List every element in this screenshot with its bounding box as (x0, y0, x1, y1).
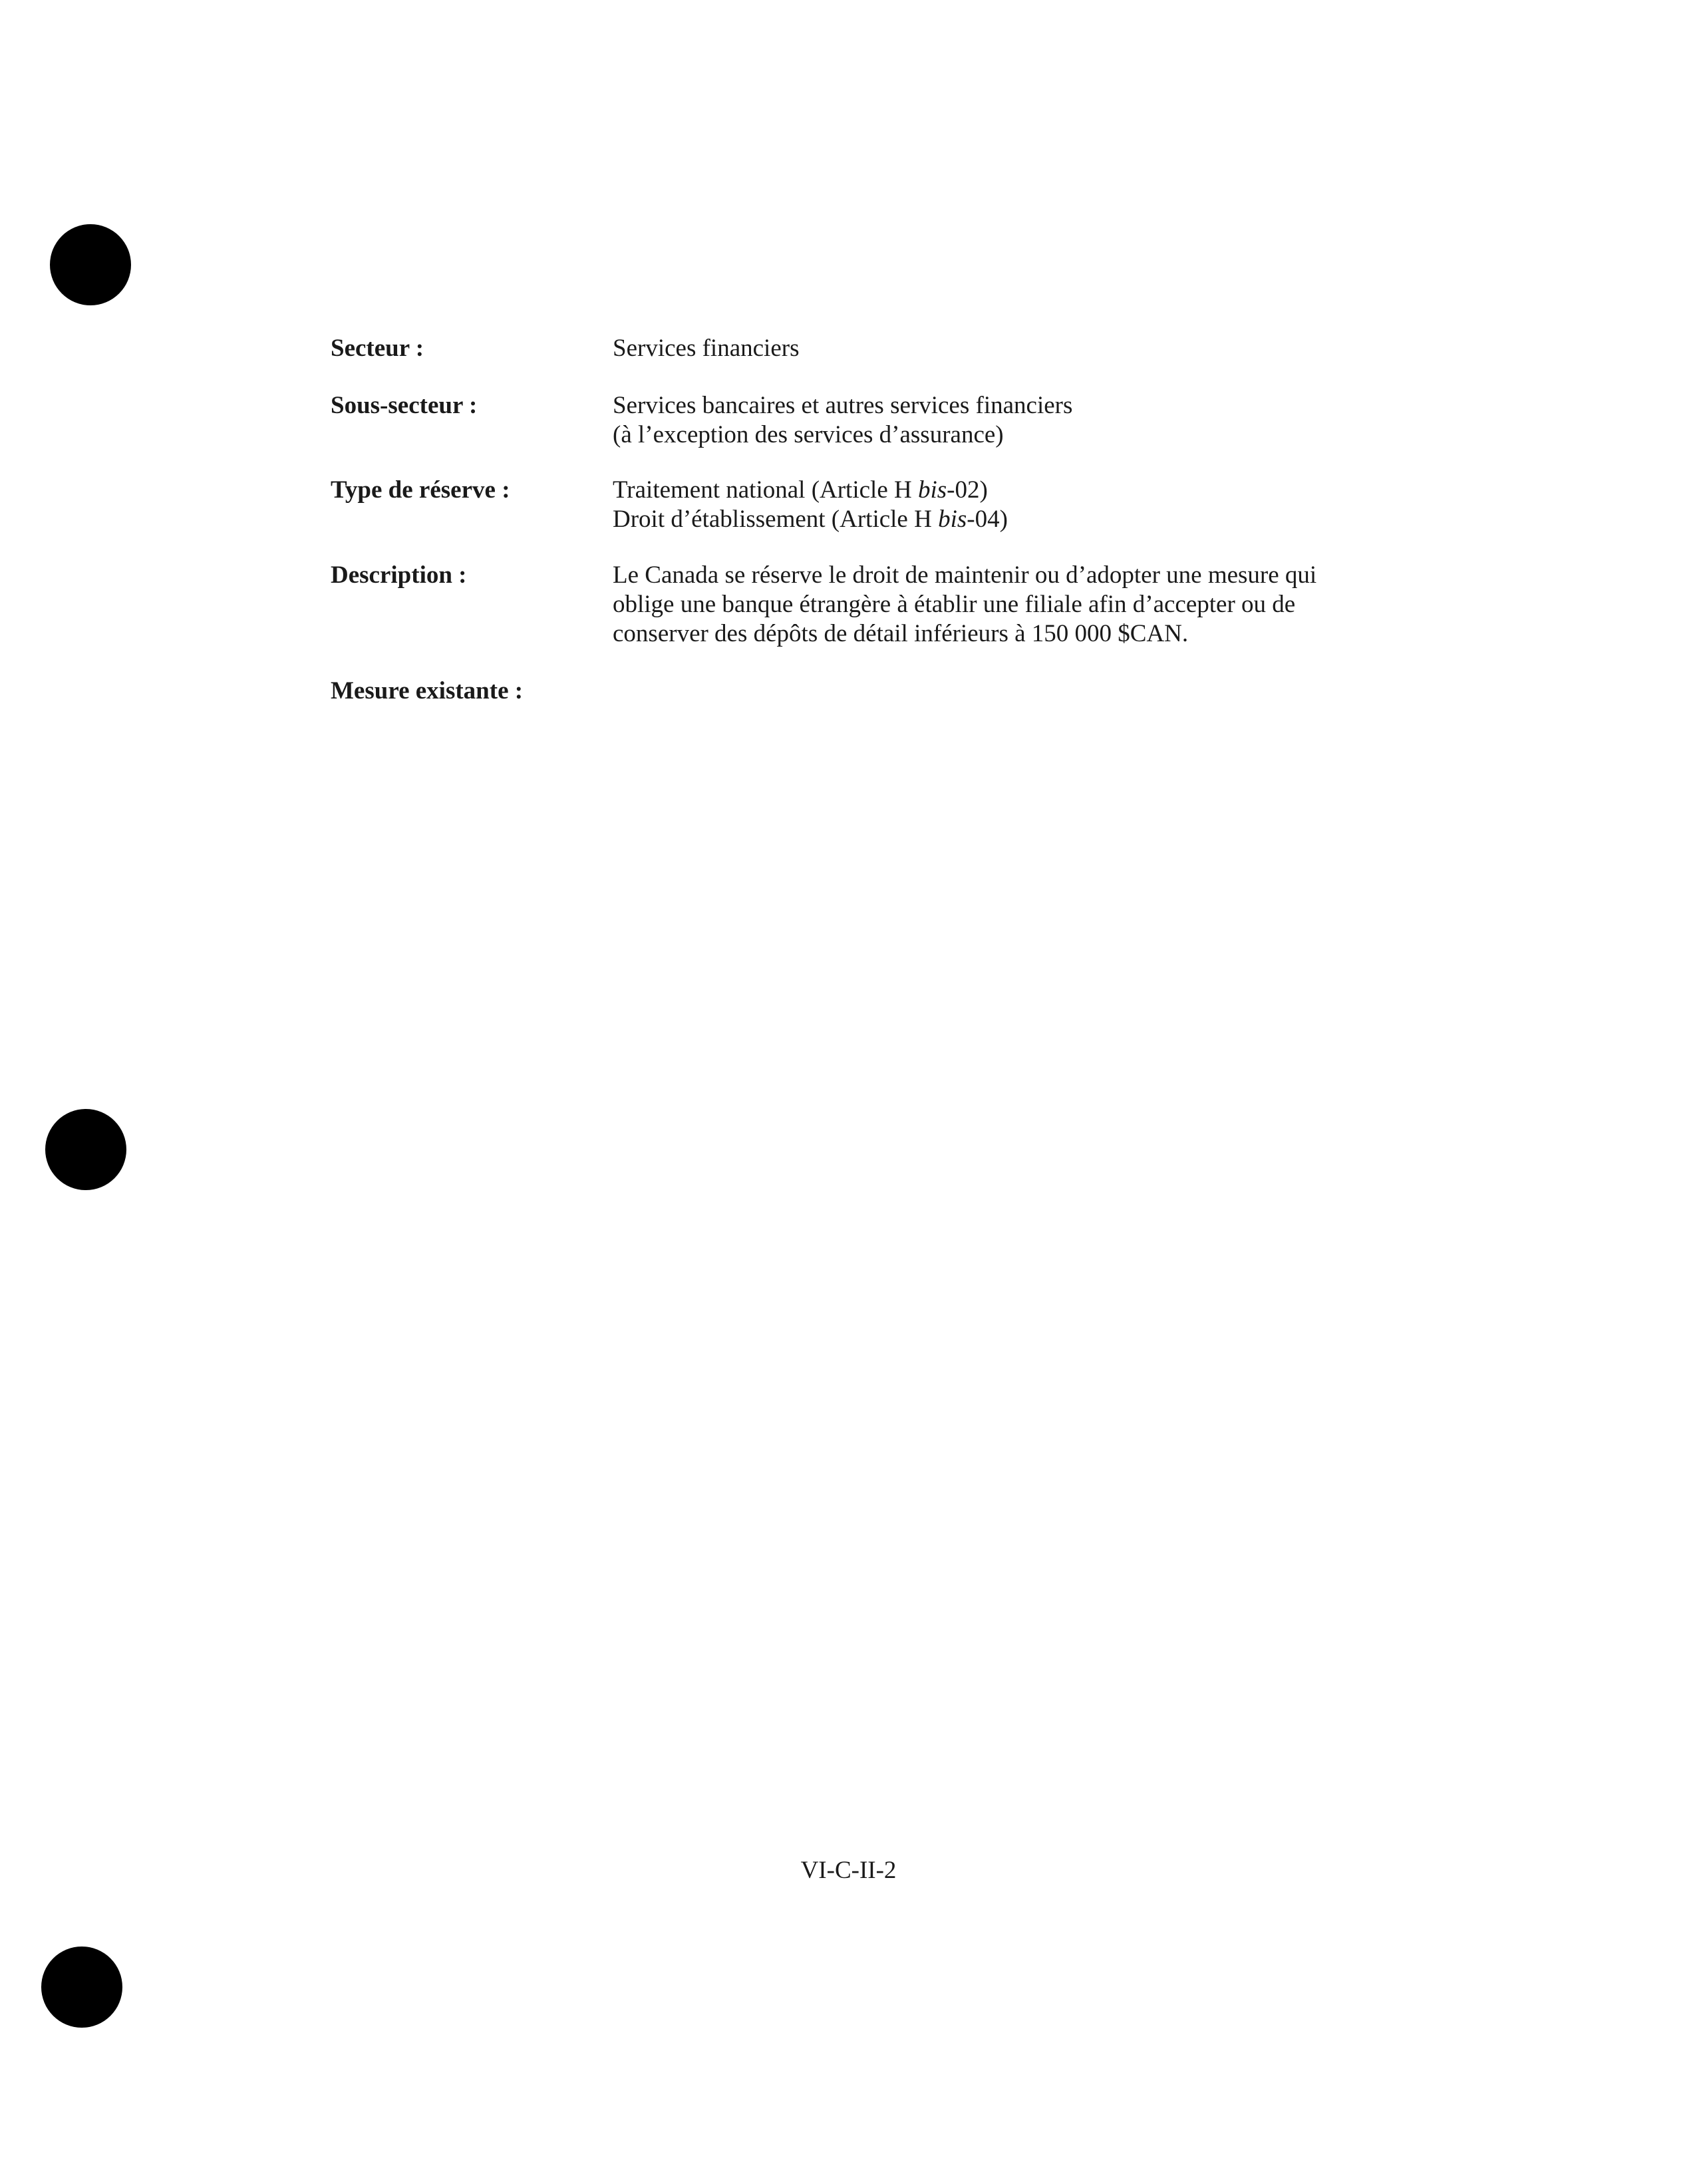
value-line: (à l’exception des services d’assurance) (613, 421, 1004, 448)
value-line: oblige une banque étrangère à établir une filiale afin d’accepter ou de (613, 591, 1296, 618)
field-label: Description : (331, 561, 467, 589)
value-text: Traitement national (Article H (613, 476, 918, 504)
value-line (613, 476, 1444, 505)
field-value (613, 391, 1444, 450)
value-text: Droit d’établissement (Article H (613, 506, 939, 533)
page-number: VI-C-II-2 (800, 1857, 897, 1884)
value-line: Services bancaires et autres services financiers (613, 392, 1073, 419)
value-text: -04) (967, 506, 1008, 533)
field-label: Secteur : (331, 335, 424, 362)
punch-hole (45, 1109, 126, 1190)
value-line: Services financiers (613, 335, 800, 362)
value-line: conserver des dépôts de détail inférieurs à 150 000 $CAN. (613, 620, 1189, 647)
field-value (613, 476, 1444, 534)
field-label: Mesure existante : (331, 677, 524, 704)
value-line: Le Canada se réserve le droit de maintenir ou d’adopter une mesure qui (613, 561, 1317, 589)
value-line (613, 505, 1444, 534)
value-italic: bis (917, 476, 947, 504)
punch-hole (50, 224, 131, 305)
field-label: Type de réserve : (331, 476, 510, 504)
value-text: -02) (947, 476, 988, 504)
field-value (613, 334, 1444, 363)
field-label: Sous-secteur : (331, 392, 478, 419)
value-italic: bis (938, 506, 967, 533)
field-value (613, 561, 1444, 649)
punch-hole (41, 1947, 122, 2028)
